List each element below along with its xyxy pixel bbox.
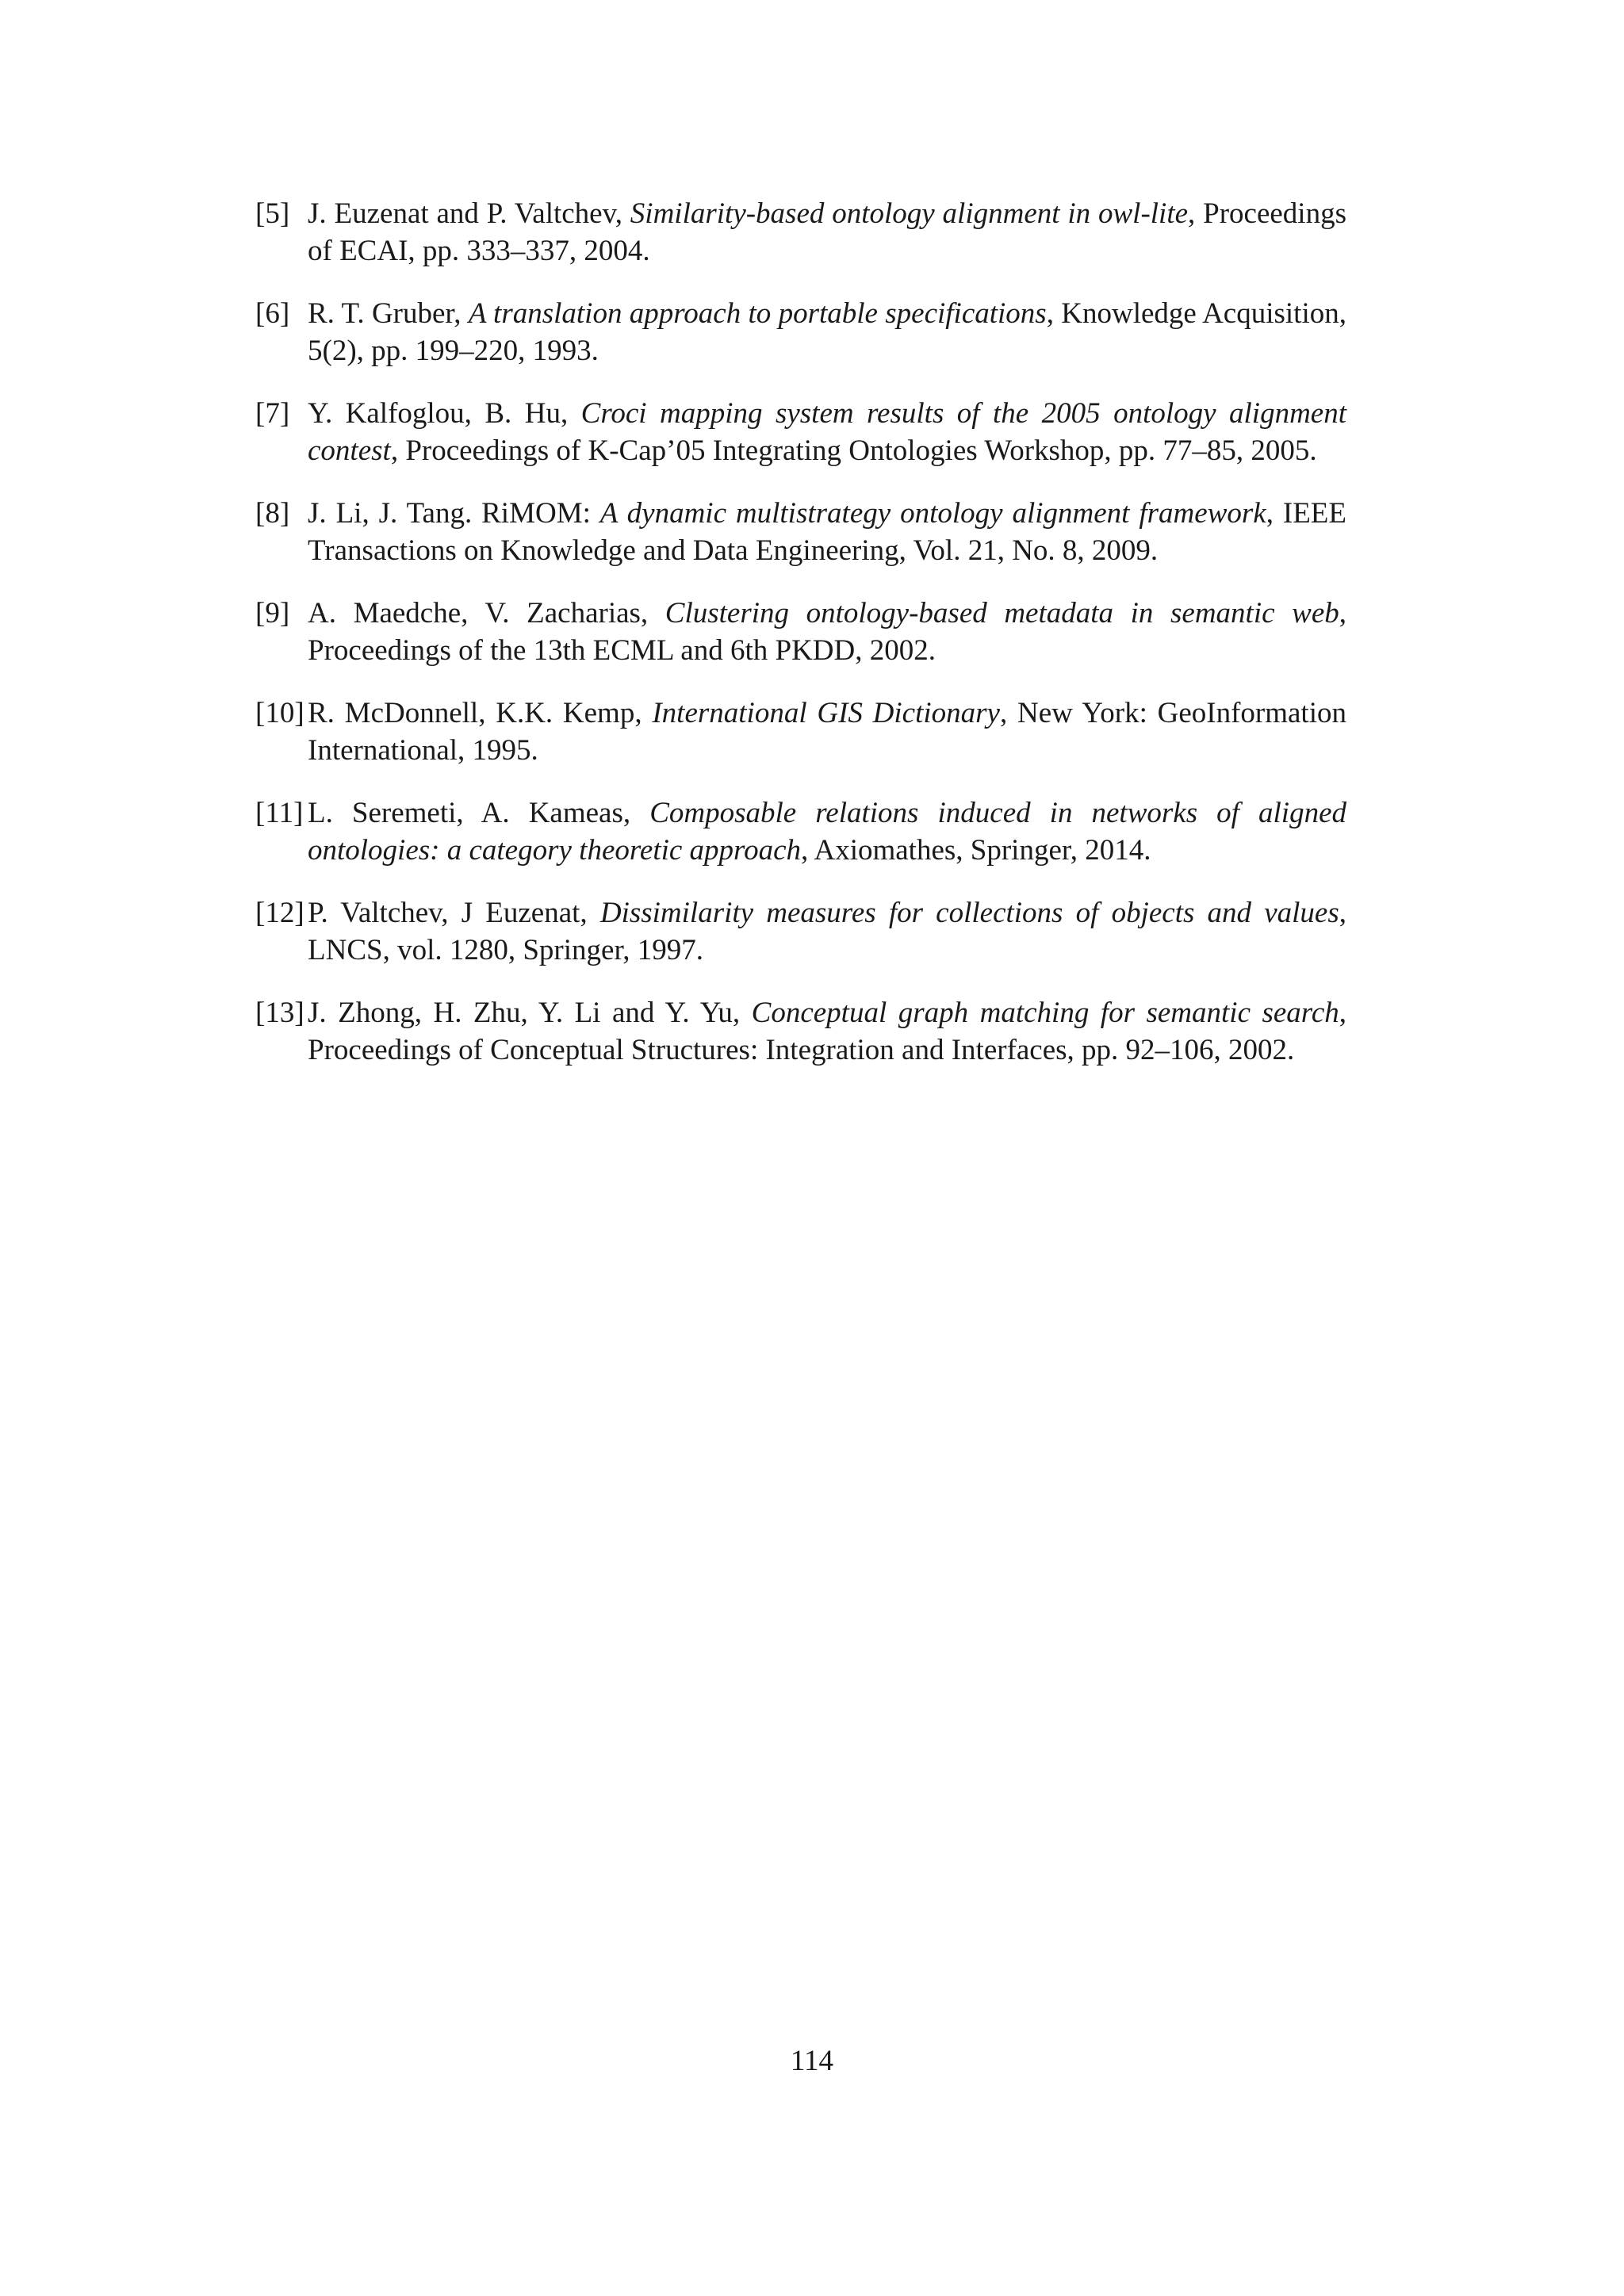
- reference-authors: R. T. Gruber,: [308, 297, 469, 330]
- reference-source: , Knowledge Acquisition, 5(2), pp. 199–220, 1993.: [308, 297, 1346, 367]
- reference-source: , Proceedings of Conceptual Structures: Integration and Interfaces, pp. 92–106, 2002.: [308, 997, 1346, 1066]
- reference-item: [255, 794, 1346, 869]
- reference-source: , IEEE Transactions on Knowledge and Data Engineering, Vol. 21, No. 8, 2009.: [308, 497, 1346, 567]
- reference-number: [10]: [255, 697, 304, 729]
- reference-item: [255, 894, 1346, 969]
- reference-item: [255, 695, 1346, 769]
- reference-source: , Proceedings of the 13th ECML and 6th PKDD, 2002.: [308, 597, 1346, 667]
- reference-number: [11]: [255, 797, 304, 829]
- reference-source: , Axiomathes, Springer, 2014.: [801, 834, 1151, 867]
- reference-title: Dissimilarity measures for collections of objects and values: [599, 897, 1339, 929]
- reference-authors: P. Valtchev, J Euzenat,: [308, 897, 600, 929]
- reference-title: Croci mapping system results of the 2005 ontology alignment contest: [308, 397, 1346, 467]
- reference-number: [12]: [255, 897, 304, 929]
- reference-number: [8]: [255, 497, 290, 530]
- reference-title: Clustering ontology-based metadata in semantic web: [665, 597, 1339, 629]
- reference-authors: R. McDonnell, K.K. Kemp,: [308, 697, 653, 729]
- reference-title: International GIS Dictionary: [652, 697, 1000, 729]
- reference-item: [255, 195, 1346, 270]
- reference-authors: J. Li, J. Tang. RiMOM:: [308, 497, 600, 530]
- reference-authors: A. Maedche, V. Zacharias,: [308, 597, 665, 629]
- reference-list: [255, 195, 1346, 1094]
- reference-title: A dynamic multistrategy ontology alignment framework: [599, 497, 1266, 530]
- reference-number: [13]: [255, 997, 304, 1029]
- reference-title: Similarity-based ontology alignment in owl-lite: [630, 197, 1189, 230]
- reference-item: [255, 994, 1346, 1069]
- page-number: 114: [790, 2045, 834, 2077]
- reference-item: [255, 495, 1346, 569]
- reference-number: [9]: [255, 597, 290, 629]
- reference-authors: J. Euzenat and P. Valtchev,: [308, 197, 630, 230]
- reference-authors: Y. Kalfoglou, B. Hu,: [308, 397, 581, 430]
- reference-title: Conceptual graph matching for semantic search: [751, 997, 1339, 1029]
- reference-source: , Proceedings of ECAI, pp. 333–337, 2004.: [308, 197, 1346, 267]
- reference-item: [255, 595, 1346, 669]
- reference-authors: J. Zhong, H. Zhu, Y. Li and Y. Yu,: [308, 997, 752, 1029]
- reference-source: , LNCS, vol. 1280, Springer, 1997.: [308, 897, 1346, 966]
- reference-item: [255, 295, 1346, 369]
- reference-number: [5]: [255, 197, 290, 230]
- reference-title: Composable relations induced in networks of aligned ontologies: a category theoretic approach: [308, 797, 1346, 867]
- reference-source: , Proceedings of K-Cap’05 Integrating Ontologies Workshop, pp. 77–85, 2005.: [390, 434, 1317, 467]
- reference-source: , New York: GeoInformation International, 1995.: [308, 697, 1346, 767]
- reference-number: [6]: [255, 297, 290, 330]
- reference-item: [255, 395, 1346, 469]
- reference-number: [7]: [255, 397, 290, 430]
- reference-title: A translation approach to portable specifications: [468, 297, 1047, 330]
- reference-authors: L. Seremeti, A. Kameas,: [308, 797, 650, 829]
